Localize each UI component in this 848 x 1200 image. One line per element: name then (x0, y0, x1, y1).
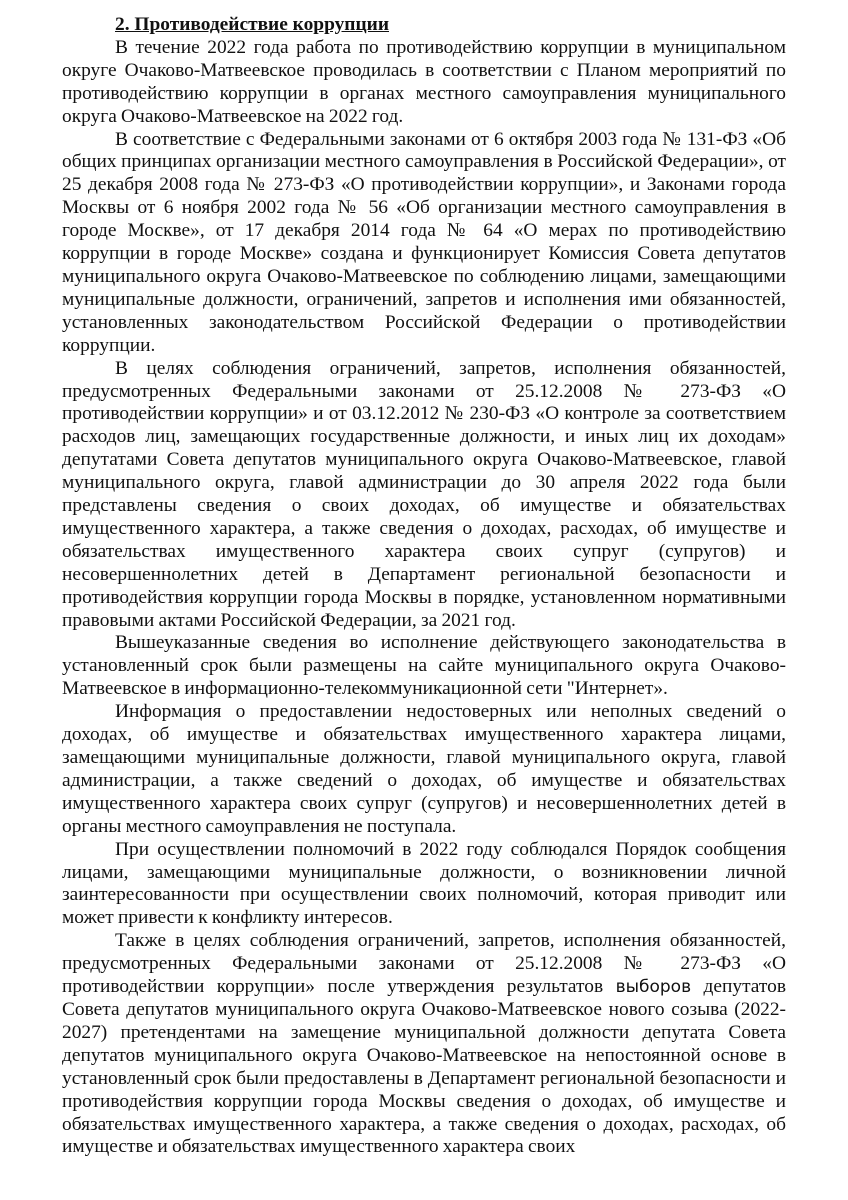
paragraph-income-declarations: В целях соблюдения ограничений, запретов, исполнения обязанностей, предусмотренных Федеральными законами от 25.12.2008 № 273-ФЗ «О противодействии коррупции» и от 03.12.2012 № 230-ФЗ «О контроле за соответствием расходов лиц, замещающих государственные должности, и иных лиц их доходам» депутатами Совета депутатов муниципального округа Очаково-Матвеевское, главой муниципального округа, главой администрации до 30 апреля 2022 года были представлены сведения о своих доходах, об имуществе и обязательствах имущественного характера, а также сведения о доходах, расходах, об имуществе и обязательствах имущественного характера своих супруг (супругов) и несовершеннолетних детей в Департамент региональной безопасности и противодействия коррупции города Москвы в порядке, установленном нормативными правовыми актами Российской Федерации, за 2021 год. (62, 357, 786, 631)
paragraph-word-elections: выборов (615, 977, 692, 998)
paragraph-commission: В соответствие с Федеральными законами от 6 октября 2003 года № 131-ФЗ «Об общих принципах организации местного самоуправления в Российской Федерации», от 25 декабря 2008 года № 273-ФЗ «О противодействии коррупции», и Законами города Москвы от 6 ноября 2002 года № 56 «Об организации местного самоуправления в городе Москве», от 17 декабря 2014 года № 64 «О мерах по противодействию коррупции в городе Москве» создана и функционирует Комиссия Совета депутатов муниципального округа Очаково-Матвеевское по соблюдению лицами, замещающими муниципальные должности, ограничений, запретов и исполнения ими обязанностей, установленных законодательством Российской Федерации о противодействии коррупции. (62, 128, 786, 356)
paragraph-no-false-info: Информация о предоставлении недостоверных или неполных сведений о доходах, об имуществе и обязательствах имущественного характера лицами, замещающими муниципальные должности, главой муниципального округа, главой администрации, а также сведений о доходах, об имуществе и обязательствах имущественного характера своих супруг (супругов) и несовершеннолетних детей в органы местного самоуправления не поступала. (62, 701, 786, 837)
paragraph-text-before: Также в целях соблюдения ограничений, запретов, исполнения обязанностей, предусмотренных Федеральными законами от 25.12.2008 № 273-ФЗ «О противодействии коррупции» после утверждения результатов (62, 930, 786, 998)
document-page (62, 14, 786, 1159)
paragraph-website-publication: Вышеуказанные сведения во исполнение действующего законодательства в установленный срок были размещены на сайте муниципального округа Очаково-Матвеевское в информационно-телекоммуникационной сети "Интернет». (62, 632, 786, 700)
paragraph-text-after: депутатов Совета депутатов муниципального округа Очаково-Матвеевское нового созыва (2022-2027) претендентами на замещение муниципальной должности депутата Совета депутатов муниципального округа Очаково-Матвеевское на непостоянной основе в установленный срок были предоставлены в Департамент региональной безопасности и противодействия коррупции города Москвы сведения о доходах, об имуществе и обязательствах имущественного характера, а также сведения о доходах, расходах, об имуществе и обязательствах имущественного характера своих (62, 976, 786, 1158)
paragraph-candidates-declarations (62, 930, 786, 1159)
paragraph-conflict-of-interest: При осуществлении полномочий в 2022 году соблюдался Порядок сообщения лицами, замещающими муниципальные должности, о возникновении личной заинтересованности при осуществлении своих полномочий, которая приводит или может привести к конфликту интересов. (62, 838, 786, 929)
paragraph-plan: В течение 2022 года работа по противодействию коррупции в муниципальном округе Очаково-Матвеевское проводилась в соответствии с Планом мероприятий по противодействию коррупции в органах местного самоуправления муниципального округа Очаково-Матвеевское на 2022 год. (62, 36, 786, 127)
section-heading: 2. Противодействие коррупции (115, 14, 389, 35)
